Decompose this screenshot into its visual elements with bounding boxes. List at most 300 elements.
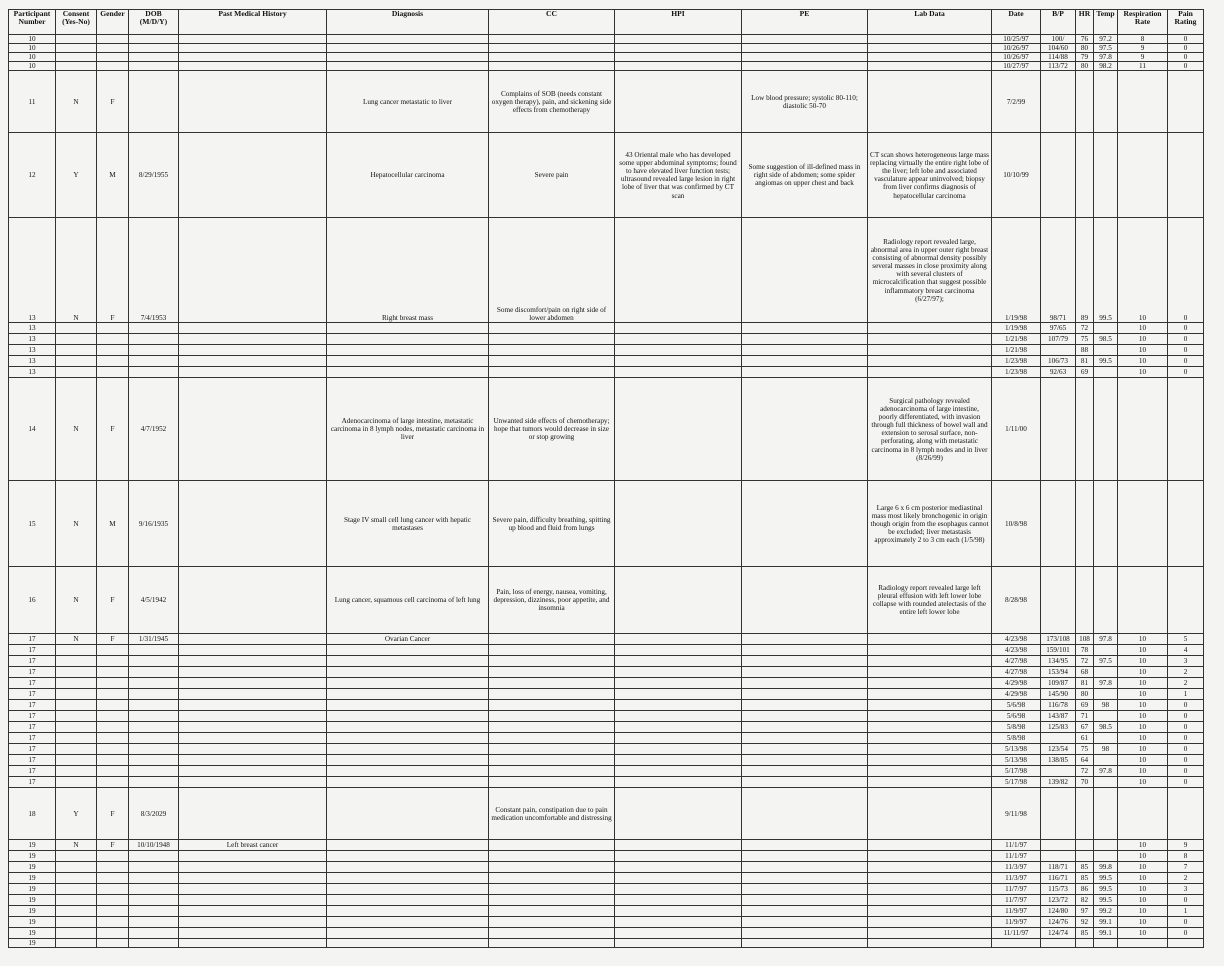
cell-temperature xyxy=(1094,755,1118,766)
cell-hpi xyxy=(615,645,742,656)
cell-temperature: 99.5 xyxy=(1094,218,1118,323)
cell-date: 1/19/98 xyxy=(992,323,1041,334)
cell-respiration-rate xyxy=(1118,788,1168,840)
cell-dob xyxy=(129,35,179,44)
cell-diagnosis xyxy=(327,44,489,53)
cell-diagnosis xyxy=(327,711,489,722)
cell-gender xyxy=(97,678,129,689)
cell-cc xyxy=(489,689,615,700)
cell-cc xyxy=(489,917,615,928)
cell-lab-data xyxy=(868,788,992,840)
cell-dob: 4/7/1952 xyxy=(129,378,179,481)
cell-blood-pressure: 124/76 xyxy=(1041,917,1076,928)
cell-temperature: 98.2 xyxy=(1094,62,1118,71)
cell-temperature: 99.2 xyxy=(1094,906,1118,917)
cell-past-medical-history xyxy=(179,851,327,862)
cell-consent: N xyxy=(56,567,97,634)
cell-date: 11/1/97 xyxy=(992,840,1041,851)
table-row xyxy=(9,851,1204,862)
cell-participant-number: 17 xyxy=(9,678,56,689)
cell-gender: F xyxy=(97,634,129,645)
cell-participant-number: 17 xyxy=(9,667,56,678)
cell-participant-number: 17 xyxy=(9,766,56,777)
cell-cc xyxy=(489,862,615,873)
header-pain-rating: Pain Rating xyxy=(1168,10,1204,35)
cell-past-medical-history xyxy=(179,345,327,356)
cell-dob xyxy=(129,722,179,733)
cell-heart-rate xyxy=(1076,378,1094,481)
cell-heart-rate xyxy=(1076,71,1094,133)
cell-hpi xyxy=(615,939,742,948)
cell-lab-data xyxy=(868,884,992,895)
cell-dob: 4/5/1942 xyxy=(129,567,179,634)
cell-respiration-rate: 10 xyxy=(1118,733,1168,744)
cell-lab-data xyxy=(868,356,992,367)
cell-hpi xyxy=(615,873,742,884)
cell-pain-rating: 2 xyxy=(1168,678,1204,689)
cell-consent xyxy=(56,862,97,873)
header-past-medical-history: Past Medical History xyxy=(179,10,327,35)
cell-dob xyxy=(129,323,179,334)
cell-blood-pressure: 145/90 xyxy=(1041,689,1076,700)
cell-participant-number: 17 xyxy=(9,634,56,645)
cell-cc xyxy=(489,35,615,44)
cell-temperature xyxy=(1094,689,1118,700)
cell-cc xyxy=(489,755,615,766)
cell-past-medical-history xyxy=(179,567,327,634)
cell-respiration-rate: 10 xyxy=(1118,873,1168,884)
cell-heart-rate: 85 xyxy=(1076,873,1094,884)
cell-temperature: 98.5 xyxy=(1094,722,1118,733)
cell-dob xyxy=(129,851,179,862)
cell-consent xyxy=(56,656,97,667)
cell-lab-data xyxy=(868,645,992,656)
cell-temperature xyxy=(1094,323,1118,334)
cell-past-medical-history xyxy=(179,667,327,678)
cell-hpi xyxy=(615,35,742,44)
cell-gender xyxy=(97,755,129,766)
cell-pain-rating: 2 xyxy=(1168,873,1204,884)
cell-date: 7/2/99 xyxy=(992,71,1041,133)
cell-heart-rate: 79 xyxy=(1076,53,1094,62)
cell-past-medical-history xyxy=(179,906,327,917)
cell-diagnosis xyxy=(327,766,489,777)
cell-blood-pressure: 92/63 xyxy=(1041,367,1076,378)
cell-date: 10/26/97 xyxy=(992,44,1041,53)
cell-dob xyxy=(129,667,179,678)
cell-past-medical-history xyxy=(179,733,327,744)
table-row xyxy=(9,44,1204,53)
cell-gender xyxy=(97,862,129,873)
cell-gender xyxy=(97,334,129,345)
cell-lab-data xyxy=(868,928,992,939)
cell-diagnosis xyxy=(327,928,489,939)
cell-participant-number: 17 xyxy=(9,722,56,733)
cell-heart-rate: 80 xyxy=(1076,44,1094,53)
cell-pain-rating: 0 xyxy=(1168,744,1204,755)
cell-diagnosis xyxy=(327,840,489,851)
cell-respiration-rate xyxy=(1118,71,1168,133)
cell-participant-number: 11 xyxy=(9,71,56,133)
cell-respiration-rate: 10 xyxy=(1118,917,1168,928)
cell-cc xyxy=(489,62,615,71)
cell-hpi xyxy=(615,334,742,345)
cell-pain-rating: 0 xyxy=(1168,323,1204,334)
cell-temperature xyxy=(1094,840,1118,851)
cell-cc xyxy=(489,733,615,744)
cell-blood-pressure: 106/73 xyxy=(1041,356,1076,367)
cell-blood-pressure: 97/65 xyxy=(1041,323,1076,334)
cell-cc xyxy=(489,884,615,895)
cell-gender xyxy=(97,345,129,356)
cell-dob xyxy=(129,884,179,895)
cell-heart-rate: 61 xyxy=(1076,733,1094,744)
cell-temperature xyxy=(1094,939,1118,948)
cell-respiration-rate: 10 xyxy=(1118,744,1168,755)
cell-diagnosis: Stage IV small cell lung cancer with hepatic metastases xyxy=(327,481,489,567)
table-header xyxy=(9,10,1204,35)
cell-diagnosis xyxy=(327,733,489,744)
cell-pe xyxy=(742,840,868,851)
cell-pe xyxy=(742,53,868,62)
cell-pe xyxy=(742,766,868,777)
table-row xyxy=(9,481,1204,567)
table-row xyxy=(9,788,1204,840)
cell-consent: Y xyxy=(56,788,97,840)
cell-pain-rating: 4 xyxy=(1168,645,1204,656)
cell-participant-number: 13 xyxy=(9,356,56,367)
cell-participant-number: 19 xyxy=(9,906,56,917)
cell-temperature: 99.1 xyxy=(1094,917,1118,928)
cell-pe xyxy=(742,884,868,895)
cell-lab-data xyxy=(868,873,992,884)
cell-diagnosis: Hepatocellular carcinoma xyxy=(327,133,489,218)
cell-heart-rate: 72 xyxy=(1076,323,1094,334)
cell-temperature: 97.5 xyxy=(1094,656,1118,667)
cell-date: 11/3/97 xyxy=(992,862,1041,873)
cell-gender: F xyxy=(97,788,129,840)
cell-lab-data xyxy=(868,700,992,711)
cell-diagnosis xyxy=(327,755,489,766)
cell-lab-data xyxy=(868,35,992,44)
cell-hpi xyxy=(615,777,742,788)
cell-pe xyxy=(742,323,868,334)
cell-heart-rate: 81 xyxy=(1076,356,1094,367)
cell-hpi xyxy=(615,744,742,755)
cell-pe xyxy=(742,645,868,656)
cell-blood-pressure: 173/108 xyxy=(1041,634,1076,645)
cell-cc: Severe pain, difficulty breathing, spitting up blood and fluid from lungs xyxy=(489,481,615,567)
cell-consent: N xyxy=(56,840,97,851)
cell-participant-number: 19 xyxy=(9,895,56,906)
cell-cc xyxy=(489,334,615,345)
cell-date: 4/27/98 xyxy=(992,667,1041,678)
cell-hpi xyxy=(615,323,742,334)
cell-cc xyxy=(489,367,615,378)
cell-pain-rating: 1 xyxy=(1168,906,1204,917)
cell-blood-pressure: 113/72 xyxy=(1041,62,1076,71)
cell-heart-rate: 92 xyxy=(1076,917,1094,928)
cell-pe xyxy=(742,62,868,71)
cell-gender: F xyxy=(97,567,129,634)
cell-blood-pressure xyxy=(1041,567,1076,634)
cell-respiration-rate: 10 xyxy=(1118,840,1168,851)
cell-consent xyxy=(56,895,97,906)
cell-respiration-rate: 10 xyxy=(1118,722,1168,733)
cell-diagnosis xyxy=(327,895,489,906)
cell-diagnosis xyxy=(327,788,489,840)
cell-respiration-rate: 10 xyxy=(1118,711,1168,722)
cell-participant-number: 19 xyxy=(9,851,56,862)
cell-pain-rating: 0 xyxy=(1168,711,1204,722)
cell-dob: 1/31/1945 xyxy=(129,634,179,645)
cell-dob xyxy=(129,678,179,689)
cell-participant-number: 17 xyxy=(9,689,56,700)
cell-consent xyxy=(56,766,97,777)
cell-heart-rate: 70 xyxy=(1076,777,1094,788)
cell-dob xyxy=(129,71,179,133)
cell-temperature xyxy=(1094,481,1118,567)
cell-date: 9/11/98 xyxy=(992,788,1041,840)
cell-pain-rating: 2 xyxy=(1168,667,1204,678)
cell-gender: M xyxy=(97,481,129,567)
cell-dob xyxy=(129,367,179,378)
cell-gender: F xyxy=(97,218,129,323)
cell-pe xyxy=(742,481,868,567)
cell-participant-number: 17 xyxy=(9,645,56,656)
cell-lab-data xyxy=(868,744,992,755)
cell-hpi xyxy=(615,840,742,851)
cell-consent xyxy=(56,689,97,700)
table-row xyxy=(9,656,1204,667)
cell-hpi xyxy=(615,218,742,323)
cell-gender xyxy=(97,873,129,884)
cell-past-medical-history xyxy=(179,367,327,378)
cell-gender xyxy=(97,367,129,378)
cell-pain-rating: 0 xyxy=(1168,722,1204,733)
cell-diagnosis xyxy=(327,700,489,711)
cell-lab-data xyxy=(868,53,992,62)
cell-participant-number: 19 xyxy=(9,840,56,851)
cell-date: 1/19/98 xyxy=(992,218,1041,323)
cell-respiration-rate: 10 xyxy=(1118,356,1168,367)
cell-temperature xyxy=(1094,851,1118,862)
header-pe: PE xyxy=(742,10,868,35)
cell-blood-pressure: 118/71 xyxy=(1041,862,1076,873)
cell-temperature: 98 xyxy=(1094,744,1118,755)
cell-respiration-rate: 10 xyxy=(1118,700,1168,711)
cell-pain-rating xyxy=(1168,788,1204,840)
cell-respiration-rate: 10 xyxy=(1118,906,1168,917)
cell-blood-pressure: 125/83 xyxy=(1041,722,1076,733)
cell-dob xyxy=(129,928,179,939)
cell-lab-data xyxy=(868,334,992,345)
header-temp: Temp xyxy=(1094,10,1118,35)
cell-participant-number: 13 xyxy=(9,367,56,378)
cell-blood-pressure xyxy=(1041,733,1076,744)
cell-pain-rating: 0 xyxy=(1168,44,1204,53)
cell-consent xyxy=(56,884,97,895)
cell-date: 1/23/98 xyxy=(992,367,1041,378)
cell-diagnosis xyxy=(327,678,489,689)
cell-diagnosis xyxy=(327,35,489,44)
cell-blood-pressure: 100/ xyxy=(1041,35,1076,44)
cell-participant-number: 13 xyxy=(9,345,56,356)
table-row xyxy=(9,53,1204,62)
cell-lab-data xyxy=(868,851,992,862)
patient-data-sheet xyxy=(8,9,1203,948)
cell-gender xyxy=(97,35,129,44)
cell-diagnosis xyxy=(327,689,489,700)
cell-pe xyxy=(742,711,868,722)
cell-heart-rate: 108 xyxy=(1076,634,1094,645)
cell-heart-rate xyxy=(1076,840,1094,851)
cell-gender xyxy=(97,917,129,928)
cell-past-medical-history xyxy=(179,133,327,218)
cell-past-medical-history xyxy=(179,656,327,667)
cell-consent xyxy=(56,917,97,928)
cell-cc xyxy=(489,939,615,948)
cell-heart-rate: 81 xyxy=(1076,678,1094,689)
cell-hpi xyxy=(615,71,742,133)
cell-diagnosis: Ovarian Cancer xyxy=(327,634,489,645)
cell-diagnosis xyxy=(327,884,489,895)
cell-dob xyxy=(129,44,179,53)
cell-hpi xyxy=(615,62,742,71)
cell-participant-number: 17 xyxy=(9,700,56,711)
cell-diagnosis xyxy=(327,862,489,873)
cell-pain-rating xyxy=(1168,939,1204,948)
cell-dob xyxy=(129,356,179,367)
table-row xyxy=(9,777,1204,788)
cell-temperature: 99.8 xyxy=(1094,862,1118,873)
cell-cc xyxy=(489,700,615,711)
table-row xyxy=(9,133,1204,218)
cell-past-medical-history xyxy=(179,53,327,62)
cell-diagnosis xyxy=(327,851,489,862)
table-row xyxy=(9,62,1204,71)
cell-participant-number: 10 xyxy=(9,62,56,71)
cell-diagnosis xyxy=(327,744,489,755)
cell-temperature xyxy=(1094,667,1118,678)
cell-past-medical-history xyxy=(179,884,327,895)
cell-hpi xyxy=(615,689,742,700)
cell-temperature xyxy=(1094,133,1118,218)
cell-diagnosis xyxy=(327,645,489,656)
cell-heart-rate: 64 xyxy=(1076,755,1094,766)
cell-date: 5/17/98 xyxy=(992,777,1041,788)
cell-pe xyxy=(742,35,868,44)
table-row xyxy=(9,367,1204,378)
cell-heart-rate: 69 xyxy=(1076,367,1094,378)
cell-date: 5/13/98 xyxy=(992,755,1041,766)
header-dob: DOB (M/D/Y) xyxy=(129,10,179,35)
cell-blood-pressure xyxy=(1041,788,1076,840)
cell-date: 10/27/97 xyxy=(992,62,1041,71)
cell-diagnosis xyxy=(327,323,489,334)
cell-pain-rating xyxy=(1168,481,1204,567)
cell-hpi xyxy=(615,44,742,53)
cell-heart-rate xyxy=(1076,567,1094,634)
cell-hpi xyxy=(615,656,742,667)
cell-consent xyxy=(56,711,97,722)
cell-dob xyxy=(129,777,179,788)
cell-date: 4/23/98 xyxy=(992,645,1041,656)
table-row xyxy=(9,35,1204,44)
cell-respiration-rate xyxy=(1118,567,1168,634)
cell-heart-rate: 88 xyxy=(1076,345,1094,356)
cell-heart-rate: 80 xyxy=(1076,689,1094,700)
cell-hpi xyxy=(615,766,742,777)
cell-lab-data xyxy=(868,656,992,667)
cell-past-medical-history xyxy=(179,939,327,948)
cell-pe xyxy=(742,744,868,755)
cell-gender xyxy=(97,722,129,733)
cell-participant-number: 17 xyxy=(9,733,56,744)
cell-participant-number: 13 xyxy=(9,218,56,323)
cell-gender xyxy=(97,928,129,939)
cell-cc: Pain, loss of energy, nausea, vomiting, depression, dizziness, poor appetite, and insomnia xyxy=(489,567,615,634)
cell-blood-pressure: 98/71 xyxy=(1041,218,1076,323)
cell-heart-rate: 97 xyxy=(1076,906,1094,917)
cell-pe xyxy=(742,928,868,939)
cell-hpi: 43 Oriental male who has developed some upper abdominal symptoms; found to have elevated liver function tests; ultrasound revealed large lesion in right lobe of liver that was confirmed by CT scan xyxy=(615,133,742,218)
cell-hpi xyxy=(615,884,742,895)
cell-hpi xyxy=(615,345,742,356)
cell-pain-rating: 0 xyxy=(1168,356,1204,367)
cell-heart-rate: 82 xyxy=(1076,895,1094,906)
cell-heart-rate: 72 xyxy=(1076,656,1094,667)
cell-pain-rating xyxy=(1168,133,1204,218)
cell-hpi xyxy=(615,722,742,733)
cell-participant-number: 17 xyxy=(9,777,56,788)
cell-date: 5/6/98 xyxy=(992,711,1041,722)
cell-consent xyxy=(56,62,97,71)
cell-past-medical-history xyxy=(179,645,327,656)
cell-pain-rating: 0 xyxy=(1168,700,1204,711)
cell-date: 1/21/98 xyxy=(992,334,1041,345)
table-row xyxy=(9,895,1204,906)
cell-diagnosis: Adenocarcinoma of large intestine, metastatic carcinoma in 8 lymph nodes, metastatic carcinoma in liver xyxy=(327,378,489,481)
cell-pain-rating: 5 xyxy=(1168,634,1204,645)
cell-heart-rate xyxy=(1076,939,1094,948)
cell-pe xyxy=(742,906,868,917)
cell-temperature: 97.8 xyxy=(1094,766,1118,777)
cell-consent xyxy=(56,44,97,53)
cell-respiration-rate: 10 xyxy=(1118,367,1168,378)
cell-date: 10/25/97 xyxy=(992,35,1041,44)
cell-hpi xyxy=(615,378,742,481)
cell-gender xyxy=(97,733,129,744)
cell-date: 1/11/00 xyxy=(992,378,1041,481)
cell-pain-rating: 3 xyxy=(1168,656,1204,667)
cell-gender xyxy=(97,766,129,777)
cell-respiration-rate: 9 xyxy=(1118,44,1168,53)
cell-respiration-rate: 10 xyxy=(1118,634,1168,645)
table-row xyxy=(9,645,1204,656)
cell-dob xyxy=(129,755,179,766)
cell-dob xyxy=(129,895,179,906)
cell-date: 11/3/97 xyxy=(992,873,1041,884)
cell-pe xyxy=(742,862,868,873)
cell-past-medical-history xyxy=(179,788,327,840)
cell-gender xyxy=(97,851,129,862)
cell-diagnosis xyxy=(327,906,489,917)
cell-diagnosis xyxy=(327,667,489,678)
cell-hpi xyxy=(615,788,742,840)
cell-respiration-rate: 10 xyxy=(1118,895,1168,906)
cell-dob xyxy=(129,733,179,744)
